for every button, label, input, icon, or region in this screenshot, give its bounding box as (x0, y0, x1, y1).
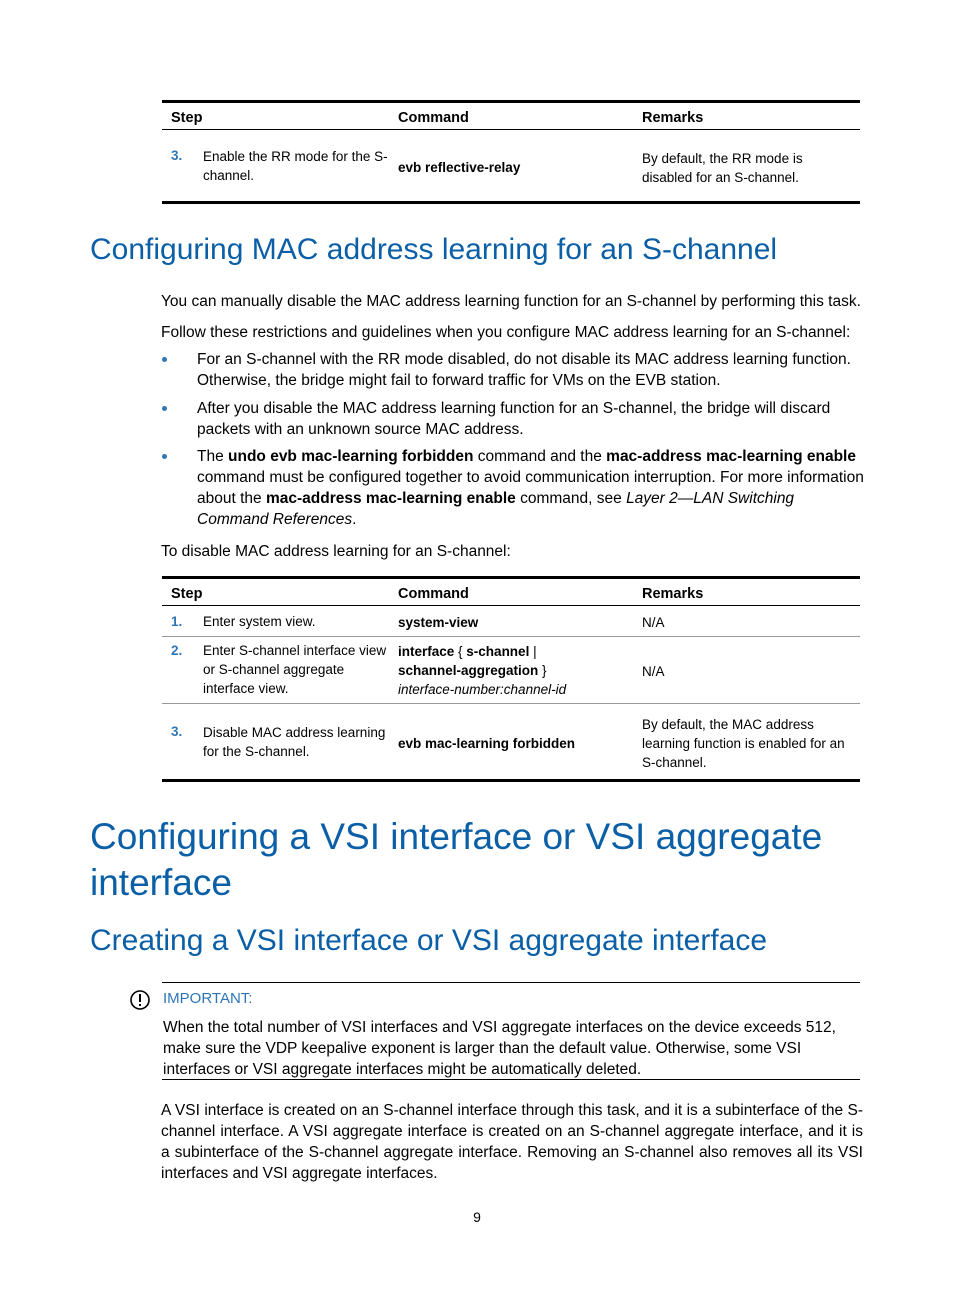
table-step3-rr (162, 100, 860, 206)
command-name: mac-address mac-learning enable (265, 490, 516, 507)
step-number: 3. (171, 148, 183, 163)
bullet-dot (162, 406, 167, 411)
text-run: command, see (515, 490, 627, 507)
command-text: system-view (398, 615, 479, 630)
table-row-rule (162, 703, 860, 704)
chapter-title-line: Configuring a VSI interface or VSI aggregate (90, 816, 823, 857)
table-header-rule (162, 605, 860, 606)
page-number: 9 (473, 1209, 481, 1225)
chapter-title-line: interface (90, 862, 232, 903)
vsi-body-paragraph: A VSI interface is created on an S-channel interface through this task, and it is a subinterface of the S-channel interface. A VSI aggregate interface is created on an S-channel aggregate interface, and it is a subinterface of the S-channel aggregate interface. Removing an S-channel also removes all its VSI interfaces and VSI aggregate interfaces. (161, 1102, 863, 1182)
command-name: mac-address mac-learning enable (606, 448, 856, 465)
remarks-text: By default, the MAC address learning function is enabled for an S-channel. (642, 717, 845, 770)
table-header-step: Step (171, 586, 203, 602)
table-header-step: Step (171, 110, 203, 126)
important-icon (129, 989, 151, 1011)
bullet-dot (162, 357, 167, 362)
table-disable-mac-learning (162, 576, 860, 784)
table-header-remarks: Remarks (642, 110, 704, 126)
important-box-top-rule (162, 982, 860, 983)
bullet-item-1: For an S-channel with the RR mode disabled, do not disable its MAC address learning function. Otherwise, the bridge might fail to forward traffic for VMs on the EVB station. (197, 351, 851, 389)
important-text: When the total number of VSI interfaces and VSI aggregate interfaces on the device exceeds 512, make sure the VDP keepalive exponent is larger than the default value. Otherwise, some VSI interfaces or VSI aggregate interfaces might be automatically deleted. (163, 1019, 836, 1078)
text-run: The (197, 448, 229, 465)
command-text: evb mac-learning forbidden (398, 736, 576, 751)
command-text: evb reflective-relay (398, 160, 521, 175)
step-number: 3. (171, 724, 183, 739)
argument: interface-number:channel-id (398, 682, 567, 697)
step-text: Enter S-channel interface view or S-channel aggregate interface view. (203, 643, 387, 696)
keyword: schannel-aggregation (398, 663, 539, 678)
table-top-rule (162, 100, 860, 103)
command-name: undo evb mac-learning forbidden (228, 448, 474, 465)
important-label: IMPORTANT: (163, 990, 253, 1007)
section-title-mac-learning: Configuring MAC address learning for an S-channel (90, 233, 778, 266)
remarks-text: By default, the RR mode is disabled for an S-channel. (642, 151, 803, 185)
table-bottom-rule (162, 779, 860, 782)
table-header-remarks: Remarks (642, 586, 704, 602)
intro-paragraph: You can manually disable the MAC address learning function for an S-channel by performing this task. (161, 293, 861, 310)
step-text: Disable MAC address learning for the S-channel. (203, 725, 386, 759)
text-run: | (529, 644, 537, 659)
text-run: } (538, 663, 547, 678)
text-run: command must be configured together to avoid communication interruption. For more information about the (197, 469, 864, 507)
table-bottom-rule (162, 201, 860, 204)
guidelines-intro: Follow these restrictions and guidelines when you configure MAC address learning for an S-channel: (161, 324, 851, 341)
table-header-command: Command (398, 110, 469, 126)
table-top-rule (162, 576, 860, 579)
text-run: { (454, 644, 467, 659)
bullet-item-2: After you disable the MAC address learning function for an S-channel, the bridge will discard packets with an unknown source MAC address. (197, 400, 831, 438)
step-text: Enable the RR mode for the S-channel. (203, 149, 388, 183)
bullet-dot (162, 454, 167, 459)
step-text: Enter system view. (203, 614, 316, 629)
section-title-create-vsi: Creating a VSI interface or VSI aggregate interface (90, 924, 768, 957)
remarks-text: N/A (642, 664, 665, 679)
bullet-item-3 (197, 446, 865, 530)
table-row-rule (162, 636, 860, 637)
step-number: 2. (171, 643, 183, 658)
reference-title: Layer 2—LAN Switching Command References (197, 490, 795, 528)
to-disable-intro: To disable MAC address learning for an S-channel: (161, 543, 511, 560)
table-header-command: Command (398, 586, 469, 602)
table-header-rule (162, 129, 860, 130)
text-run: command and the (473, 448, 607, 465)
important-box-bottom-rule (162, 1079, 860, 1080)
keyword: s-channel (466, 644, 530, 659)
keyword: interface (398, 644, 455, 659)
step-number: 1. (171, 614, 183, 629)
text-run: . (352, 511, 357, 528)
remarks-text: N/A (642, 615, 665, 630)
command-text (398, 642, 638, 699)
chapter-title (90, 814, 822, 906)
